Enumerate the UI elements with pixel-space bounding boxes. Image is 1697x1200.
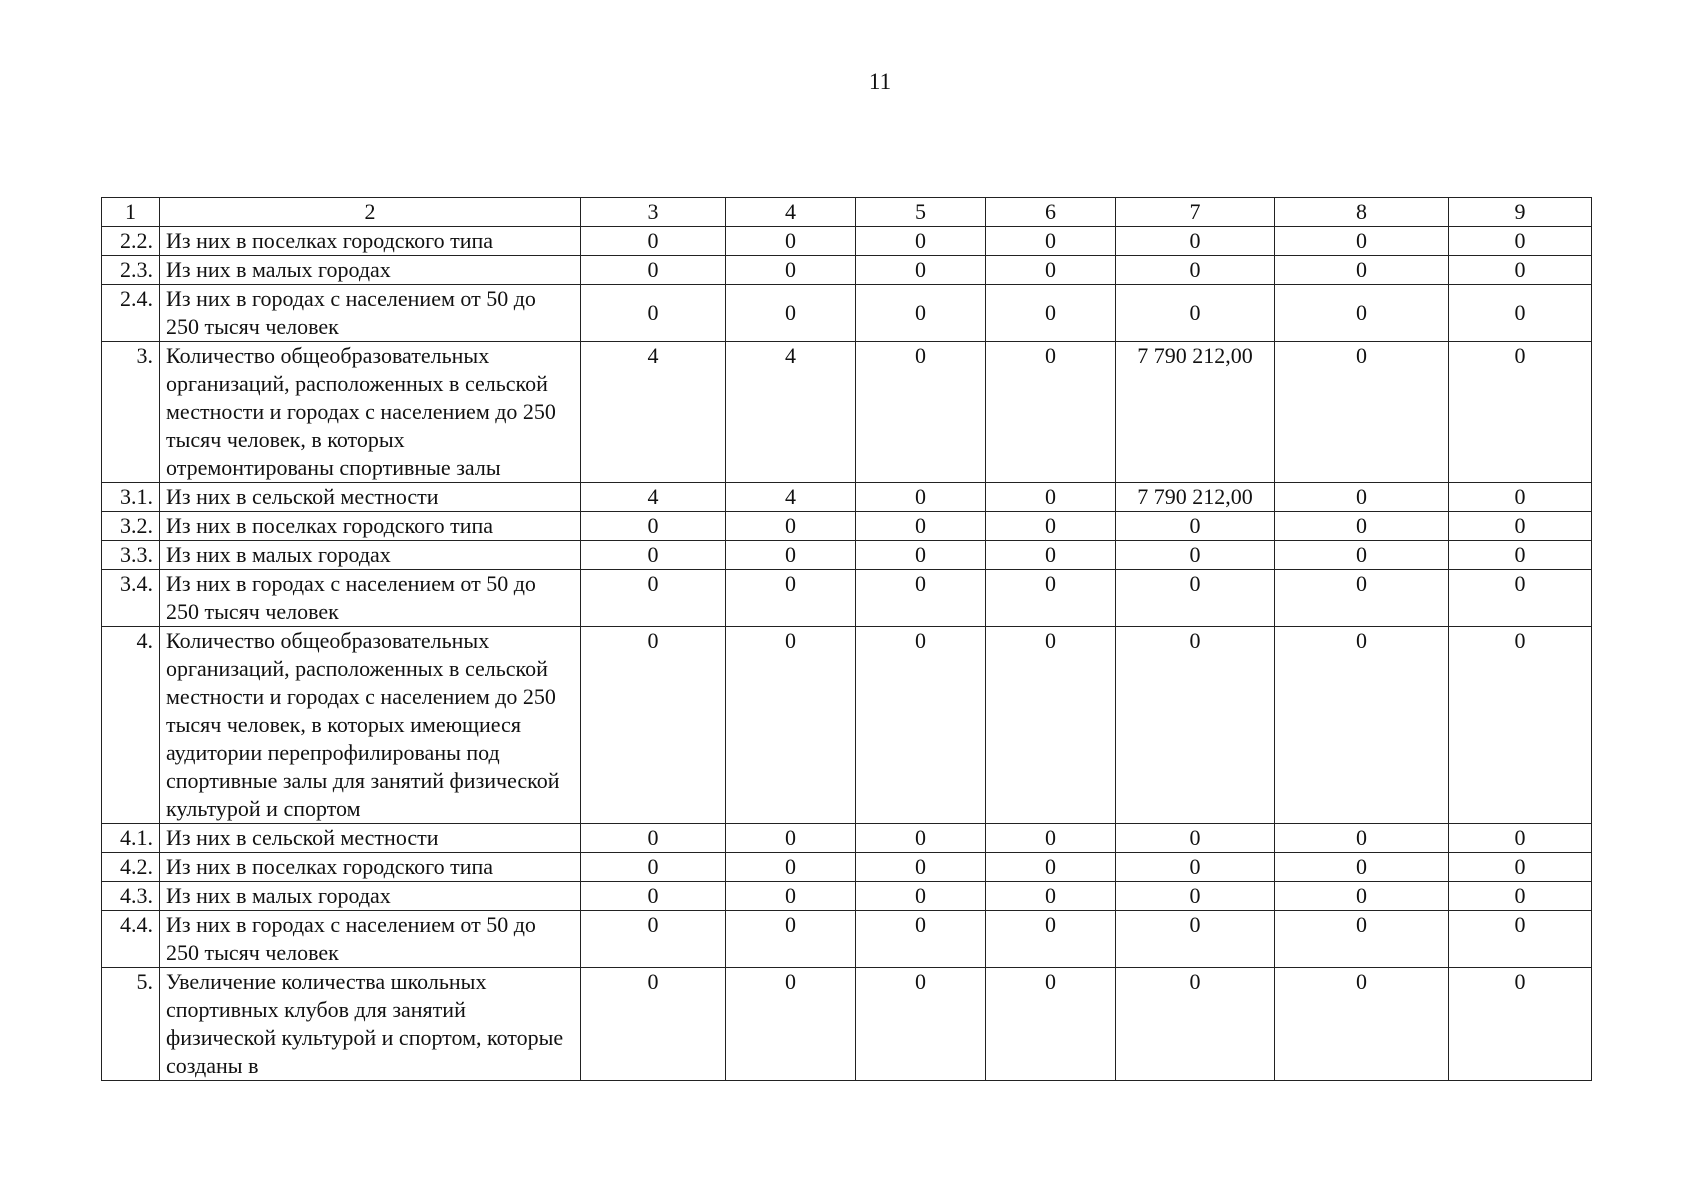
table-cell: 0 [1275, 512, 1449, 541]
table-cell: 0 [1275, 824, 1449, 853]
table-cell: 0 [986, 256, 1116, 285]
column-header: 9 [1449, 198, 1592, 227]
table-cell: 0 [581, 911, 726, 968]
table-cell: 0 [581, 570, 726, 627]
table-cell: 0 [856, 227, 986, 256]
table-cell: 0 [1275, 285, 1449, 342]
table-cell: 0 [856, 968, 986, 1081]
row-number: 4.3. [102, 882, 160, 911]
table-cell: 0 [986, 541, 1116, 570]
row-label: Из них в малых городах [160, 256, 581, 285]
row-number: 5. [102, 968, 160, 1081]
row-label: Количество общеобразовательных организаций, расположенных в сельской местности и городах с населением до 250 тысяч человек, в которых имеющиеся аудитории перепрофилированы под спортивные залы для занятий физической культурой и спортом [160, 627, 581, 824]
table-cell: 0 [1449, 227, 1592, 256]
table-row [102, 342, 1592, 483]
table-cell: 0 [986, 483, 1116, 512]
row-number: 3.4. [102, 570, 160, 627]
table-row [102, 256, 1592, 285]
table-cell: 0 [856, 285, 986, 342]
row-number: 4.4. [102, 911, 160, 968]
table-row [102, 853, 1592, 882]
table-cell: 0 [1449, 285, 1592, 342]
column-header: 5 [856, 198, 986, 227]
column-header: 6 [986, 198, 1116, 227]
table-cell: 0 [1449, 512, 1592, 541]
row-number: 3.2. [102, 512, 160, 541]
table-cell: 0 [1275, 627, 1449, 824]
row-label: Из них в городах с населением от 50 до 250 тысяч человек [160, 911, 581, 968]
table-cell: 0 [726, 285, 856, 342]
table-cell: 0 [1116, 285, 1275, 342]
table-cell: 4 [726, 483, 856, 512]
table-cell: 0 [986, 968, 1116, 1081]
data-table [101, 197, 1592, 1081]
table-cell: 0 [1116, 227, 1275, 256]
table-row [102, 227, 1592, 256]
table-cell: 7 790 212,00 [1116, 342, 1275, 483]
table-row [102, 968, 1592, 1081]
row-number: 4. [102, 627, 160, 824]
table-cell: 0 [1116, 853, 1275, 882]
table-cell: 0 [1449, 882, 1592, 911]
table-cell: 4 [581, 483, 726, 512]
table-cell: 0 [856, 483, 986, 512]
row-label: Количество общеобразовательных организаций, расположенных в сельской местности и городах с населением до 250 тысяч человек, в которых отремонтированы спортивные залы [160, 342, 581, 483]
row-label: Из них в малых городах [160, 882, 581, 911]
table-row [102, 882, 1592, 911]
row-number: 3.1. [102, 483, 160, 512]
table-cell: 0 [856, 882, 986, 911]
page-number: 11 [868, 69, 892, 94]
table-cell: 0 [986, 570, 1116, 627]
table-cell: 0 [986, 285, 1116, 342]
table-cell: 0 [856, 570, 986, 627]
table-cell: 0 [726, 911, 856, 968]
table-cell: 0 [1449, 342, 1592, 483]
table-cell: 0 [986, 627, 1116, 824]
table-cell: 0 [1449, 853, 1592, 882]
table-cell: 0 [1116, 256, 1275, 285]
table-cell: 0 [1449, 570, 1592, 627]
table-cell: 0 [726, 882, 856, 911]
row-label: Из них в малых городах [160, 541, 581, 570]
table-cell: 0 [581, 285, 726, 342]
table-cell: 0 [1449, 627, 1592, 824]
row-label: Из них в поселках городского типа [160, 227, 581, 256]
row-number: 3.3. [102, 541, 160, 570]
table-cell: 0 [1275, 570, 1449, 627]
table-cell: 0 [986, 911, 1116, 968]
table-cell: 0 [726, 853, 856, 882]
table-cell: 0 [1116, 824, 1275, 853]
column-header: 4 [726, 198, 856, 227]
table-cell: 0 [856, 853, 986, 882]
table-cell: 0 [856, 512, 986, 541]
table-cell: 0 [1449, 541, 1592, 570]
table-cell: 0 [986, 227, 1116, 256]
table-cell: 0 [1116, 968, 1275, 1081]
table-cell: 0 [1116, 911, 1275, 968]
table-cell: 0 [1275, 227, 1449, 256]
table-cell: 7 790 212,00 [1116, 483, 1275, 512]
table-row [102, 570, 1592, 627]
table-cell: 0 [581, 968, 726, 1081]
table-cell: 0 [726, 627, 856, 824]
table-row [102, 911, 1592, 968]
table-cell: 0 [726, 824, 856, 853]
table-cell: 0 [986, 342, 1116, 483]
column-header: 1 [102, 198, 160, 227]
table-cell: 0 [726, 227, 856, 256]
table-cell: 0 [856, 541, 986, 570]
table-header-row [102, 198, 1592, 227]
table-cell: 0 [726, 512, 856, 541]
row-number: 4.1. [102, 824, 160, 853]
table-cell: 0 [1116, 627, 1275, 824]
row-number: 2.2. [102, 227, 160, 256]
table-cell: 0 [581, 541, 726, 570]
table-cell: 0 [856, 256, 986, 285]
table-cell: 0 [1449, 968, 1592, 1081]
table-cell: 0 [856, 911, 986, 968]
table-cell: 0 [986, 512, 1116, 541]
column-header: 2 [160, 198, 581, 227]
table-row [102, 627, 1592, 824]
row-label: Из них в сельской местности [160, 483, 581, 512]
table-cell: 0 [581, 824, 726, 853]
table-cell: 0 [726, 256, 856, 285]
row-number: 4.2. [102, 853, 160, 882]
table-cell: 0 [986, 824, 1116, 853]
row-number: 2.4. [102, 285, 160, 342]
table-cell: 0 [726, 570, 856, 627]
table-cell: 0 [1275, 256, 1449, 285]
row-label: Из них в поселках городского типа [160, 512, 581, 541]
table-cell: 0 [1116, 570, 1275, 627]
table-cell: 0 [986, 882, 1116, 911]
table-cell: 0 [726, 968, 856, 1081]
table-cell: 0 [1275, 882, 1449, 911]
row-number: 2.3. [102, 256, 160, 285]
table-cell: 0 [856, 627, 986, 824]
table-cell: 0 [1275, 911, 1449, 968]
column-header: 7 [1116, 198, 1275, 227]
table-cell: 0 [1449, 824, 1592, 853]
table-row [102, 483, 1592, 512]
table-row [102, 541, 1592, 570]
table-cell: 0 [581, 227, 726, 256]
table-cell: 0 [856, 824, 986, 853]
table-cell: 0 [726, 541, 856, 570]
table-cell: 0 [1275, 342, 1449, 483]
row-label: Из них в сельской местности [160, 824, 581, 853]
table-cell: 0 [581, 256, 726, 285]
row-label: Увеличение количества школьных спортивных клубов для занятий физической культурой и спортом, которые созданы в [160, 968, 581, 1081]
row-label: Из них в городах с населением от 50 до 250 тысяч человек [160, 285, 581, 342]
table-cell: 4 [581, 342, 726, 483]
table-cell: 0 [1275, 483, 1449, 512]
table-cell: 0 [581, 512, 726, 541]
table-cell: 0 [1275, 541, 1449, 570]
table-row [102, 285, 1592, 342]
row-label: Из них в городах с населением от 50 до 250 тысяч человек [160, 570, 581, 627]
table-cell: 0 [581, 882, 726, 911]
table-cell: 0 [1449, 256, 1592, 285]
row-label: Из них в поселках городского типа [160, 853, 581, 882]
table-row [102, 824, 1592, 853]
table-cell: 0 [581, 853, 726, 882]
table-cell: 0 [1449, 911, 1592, 968]
table-cell: 0 [1275, 968, 1449, 1081]
table-cell: 0 [1116, 882, 1275, 911]
table-cell: 4 [726, 342, 856, 483]
table-cell: 0 [986, 853, 1116, 882]
table-cell: 0 [581, 627, 726, 824]
table-cell: 0 [856, 342, 986, 483]
table-cell: 0 [1275, 853, 1449, 882]
table-row [102, 512, 1592, 541]
table-cell: 0 [1449, 483, 1592, 512]
column-header: 3 [581, 198, 726, 227]
table-cell: 0 [1116, 541, 1275, 570]
column-header: 8 [1275, 198, 1449, 227]
table-cell: 0 [1116, 512, 1275, 541]
row-number: 3. [102, 342, 160, 483]
